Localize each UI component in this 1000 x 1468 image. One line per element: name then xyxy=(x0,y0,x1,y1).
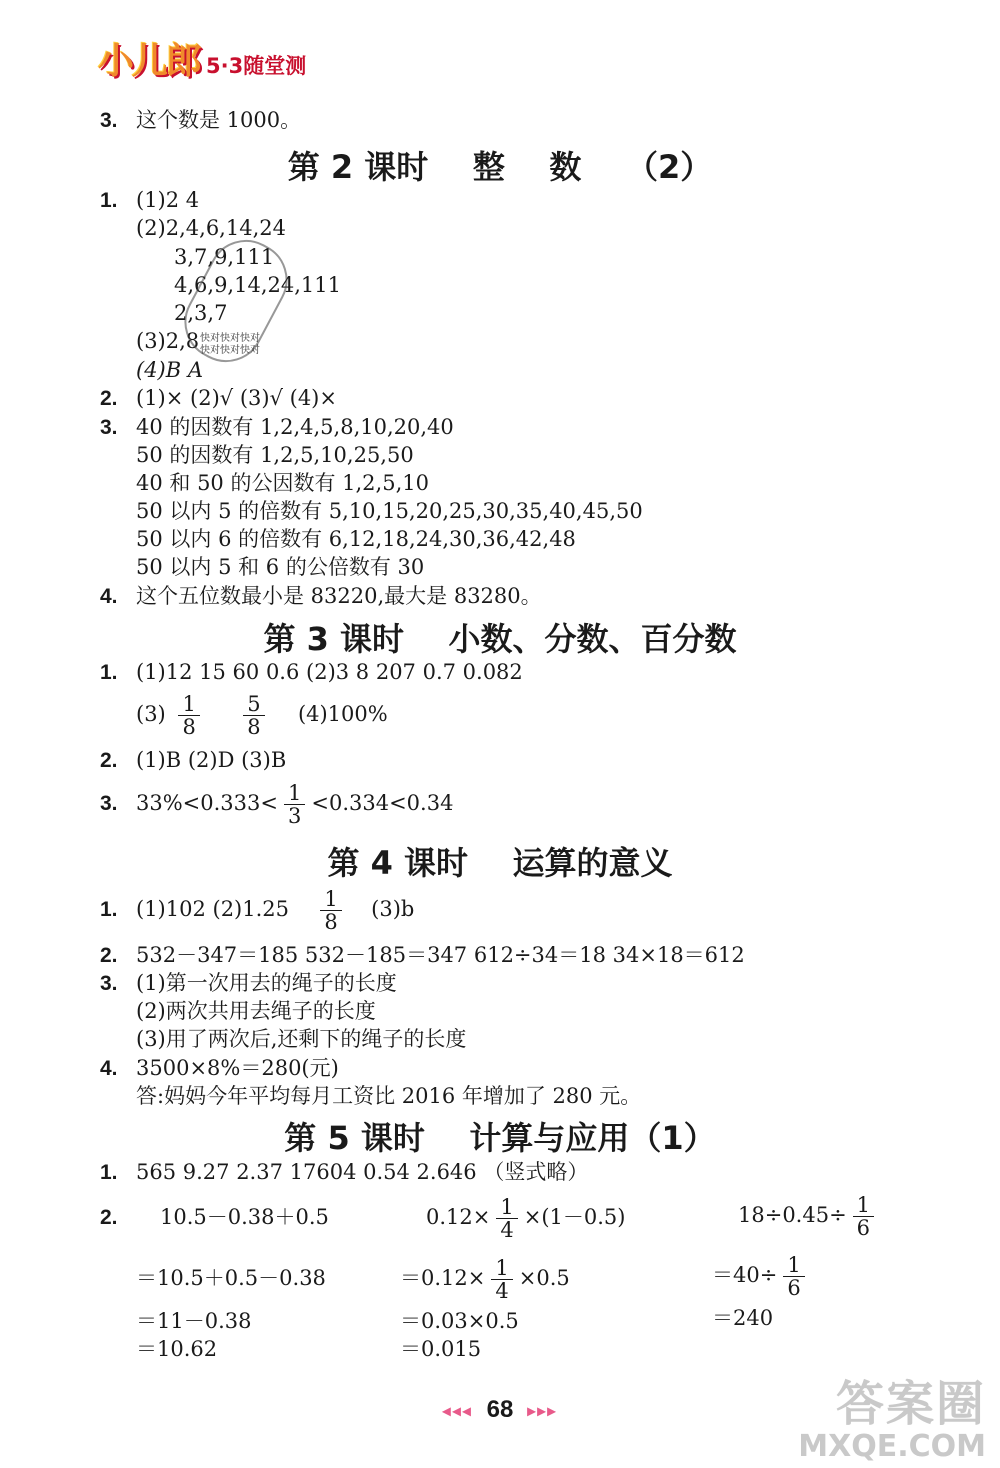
fraction-denominator: 3 xyxy=(288,804,302,828)
answer-text: (1)102 (2)1.25 xyxy=(136,897,290,921)
answer-text: (1)第一次用去的绳子的长度 xyxy=(136,971,397,995)
answer-line: 3,7,9,111 xyxy=(174,245,275,269)
question-number: 2. xyxy=(100,749,118,772)
answer-line: (2)2,4,6,14,24 xyxy=(136,216,286,240)
watermark-url: MXQE.COM xyxy=(798,1429,986,1464)
answer-text: ＝0.12× xyxy=(400,1266,486,1290)
answer-text: (3) xyxy=(136,702,166,726)
calc-step xyxy=(426,1192,625,1242)
left-arrows-icon: ◂◂◂ xyxy=(442,1402,473,1420)
fraction xyxy=(491,1257,512,1302)
answer-text: 3500×8%＝280(元) xyxy=(136,1056,339,1080)
answer-line: (3)用了两次后,还剩下的绳子的长度 xyxy=(136,1027,467,1051)
calc-step: ＝0.03×0.5 xyxy=(400,1309,519,1333)
question-number-line xyxy=(100,1203,136,1232)
answer-text: ＝40÷ xyxy=(712,1263,778,1287)
answer-line: 50 以内 6 的倍数有 6,12,18,24,30,36,42,48 xyxy=(136,527,576,551)
answer-text: <0.334<0.34 xyxy=(311,791,454,815)
question-number: 1. xyxy=(100,189,118,212)
fraction-numerator: 1 xyxy=(320,888,341,911)
lesson-3-title: 第 3 课时 小数、分数、百分数 xyxy=(263,620,737,658)
fraction xyxy=(853,1194,874,1239)
answer-line xyxy=(100,884,414,935)
answer-text: (1)12 15 60 0.6 (2)3 8 207 0.7 0.082 xyxy=(136,660,523,684)
question-number: 4. xyxy=(100,585,118,608)
brand-logo xyxy=(98,40,306,84)
fraction xyxy=(243,693,264,738)
lesson-4-title: 第 4 课时 运算的意义 xyxy=(327,844,673,882)
answer-line xyxy=(100,186,199,215)
question-number: 3. xyxy=(100,109,118,132)
answer-line xyxy=(100,384,337,413)
fraction xyxy=(320,888,341,933)
answer-line: 2,3,7 xyxy=(174,301,228,325)
fraction-denominator: 4 xyxy=(500,1218,514,1242)
answer-text: 40 的因数有 1,2,4,5,8,10,20,40 xyxy=(136,415,454,439)
calc-step: ＝0.015 xyxy=(400,1337,482,1361)
fraction-numerator: 1 xyxy=(284,782,305,805)
answer-text: 这个五位数最小是 83220,最大是 83280。 xyxy=(136,584,542,608)
answer-line xyxy=(100,778,453,829)
fraction-denominator: 8 xyxy=(182,715,196,739)
site-watermark xyxy=(798,1378,986,1464)
answer-line xyxy=(100,1158,588,1187)
answer-text: 565 9.27 2.37 17604 0.54 2.646 （竖式略） xyxy=(136,1160,589,1184)
answer-line: 50 以内 5 和 6 的公倍数有 30 xyxy=(136,555,425,579)
calc-step: ＝10.5＋0.5－0.38 xyxy=(136,1266,326,1290)
fraction-denominator: 8 xyxy=(324,910,338,934)
question-number: 3. xyxy=(100,972,118,995)
right-arrows-icon: ▸▸▸ xyxy=(527,1402,558,1420)
calc-step: ＝240 xyxy=(712,1306,774,1330)
answer-text: (1)× (2)√ (3)√ (4)× xyxy=(136,386,337,410)
fraction xyxy=(496,1196,517,1241)
calc-step: ＝10.62 xyxy=(136,1337,218,1361)
question-number: 2. xyxy=(100,1206,118,1229)
stamp-text: 快对快对快对 快对快对快对 xyxy=(200,333,260,356)
page-number: 68 xyxy=(486,1396,514,1423)
fraction-numerator: 1 xyxy=(783,1254,804,1277)
answer-line: 答:妈妈今年平均每月工资比 2016 年增加了 280 元。 xyxy=(136,1084,642,1108)
question-number: 1. xyxy=(100,1161,118,1184)
answer-text: 0.12× xyxy=(426,1205,491,1229)
calc-step xyxy=(738,1190,880,1240)
answer-line xyxy=(100,582,542,611)
fraction-numerator: 1 xyxy=(496,1196,517,1219)
answer-text: ×0.5 xyxy=(518,1266,570,1290)
watermark-title: 答案圈 xyxy=(835,1376,986,1432)
answer-text: 532－347＝185 532－185＝347 612÷34＝18 34×18＝612 xyxy=(136,943,745,967)
fraction-denominator: 6 xyxy=(856,1216,871,1240)
question-number: 1. xyxy=(100,898,118,921)
question-number: 2. xyxy=(100,387,118,410)
answer-text: (3)b xyxy=(371,897,415,921)
question-number: 1. xyxy=(100,661,118,684)
answer-line xyxy=(100,658,523,687)
answer-text: ×(1－0.5) xyxy=(523,1205,626,1229)
answer-text: (4)100% xyxy=(297,702,388,726)
fraction-denominator: 8 xyxy=(247,715,261,739)
answer-text: (1)2 4 xyxy=(136,188,200,212)
calc-step: ＝11－0.38 xyxy=(136,1309,252,1333)
fraction-numerator: 1 xyxy=(178,693,199,716)
fraction-denominator: 6 xyxy=(787,1276,801,1300)
answer-line: (3)2,8 xyxy=(136,329,200,353)
question-number: 3. xyxy=(100,792,118,815)
lesson-2-title: 第 2 课时 整 数 （2） xyxy=(287,148,713,186)
fraction xyxy=(178,693,199,738)
answer-line xyxy=(100,413,454,442)
fraction xyxy=(284,782,305,827)
answer-line: 40 和 50 的公因数有 1,2,5,10 xyxy=(136,471,429,495)
answer-line xyxy=(100,969,397,998)
answer-line xyxy=(100,690,388,738)
question-number: 3. xyxy=(100,416,118,439)
fraction xyxy=(783,1254,804,1299)
question-number: 2. xyxy=(100,944,118,967)
answer-line: 4,6,9,14,24,111 xyxy=(174,273,341,297)
answer-line: 50 的因数有 1,2,5,10,25,50 xyxy=(136,443,414,467)
question-number: 4. xyxy=(100,1057,118,1080)
fraction-numerator: 5 xyxy=(243,693,264,716)
answer-text: 18÷0.45÷ xyxy=(738,1203,847,1227)
logo-sub-text: 5·3随堂测 xyxy=(206,54,307,78)
answer-line: (4)B A xyxy=(136,358,204,382)
answer-line: 50 以内 5 的倍数有 5,10,15,20,25,30,35,40,45,50 xyxy=(136,499,643,523)
calc-step xyxy=(400,1253,570,1303)
answer-text: 33%<0.333< xyxy=(136,791,278,815)
fraction-numerator: 1 xyxy=(491,1257,512,1280)
answer-line xyxy=(100,941,745,970)
answer-line xyxy=(100,106,301,135)
fraction-numerator: 1 xyxy=(853,1194,874,1217)
answer-line xyxy=(100,1054,339,1083)
answer-line: (2)两次共用去绳子的长度 xyxy=(136,999,376,1023)
calc-step: 10.5－0.38＋0.5 xyxy=(160,1205,329,1229)
fraction-denominator: 4 xyxy=(495,1279,509,1303)
answer-text: (1)B (2)D (3)B xyxy=(136,748,287,772)
answer-text: 这个数是 1000。 xyxy=(136,108,302,132)
calc-step xyxy=(712,1250,811,1300)
logo-main-text: 小儿郎 xyxy=(98,41,201,82)
lesson-5-title: 第 5 课时 计算与应用（1） xyxy=(284,1119,716,1157)
answer-line xyxy=(100,746,286,775)
